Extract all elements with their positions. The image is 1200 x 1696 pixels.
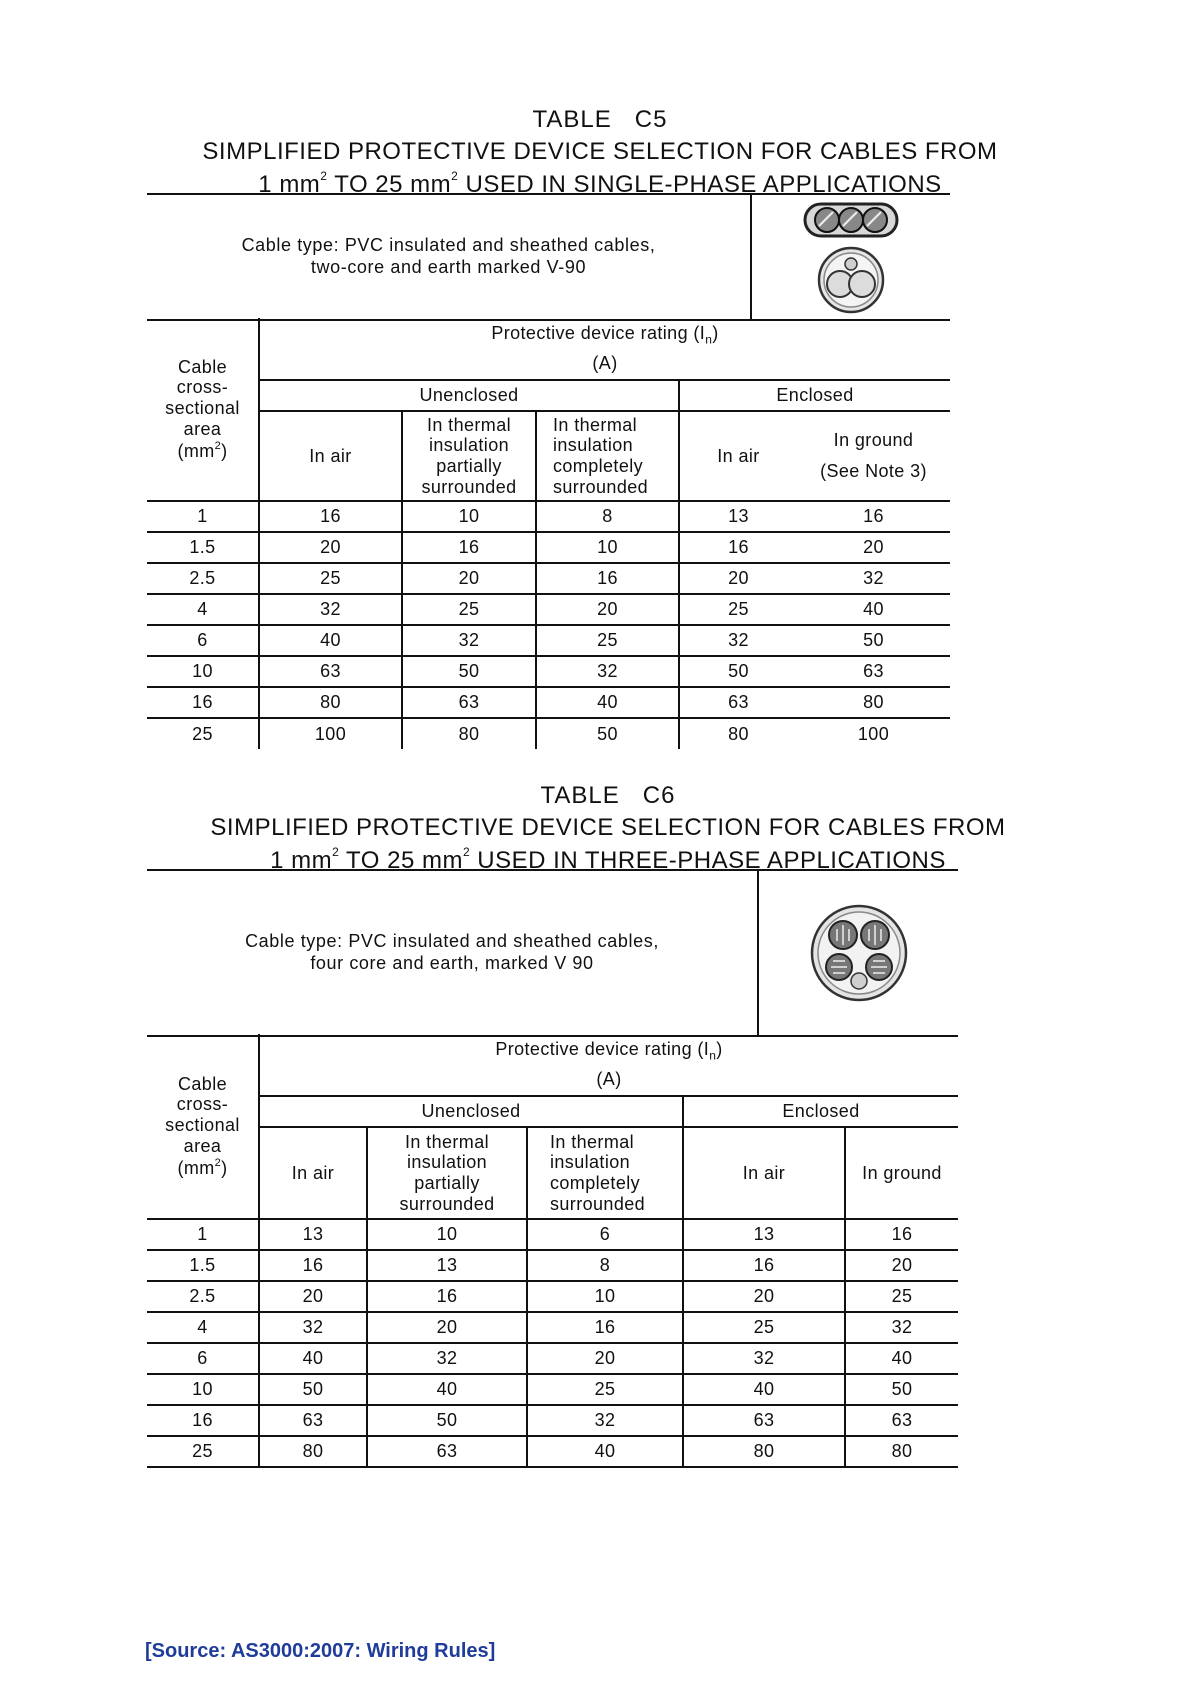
table-row (147, 532, 950, 563)
rating-cell: 32 (679, 625, 797, 656)
table-c6 (147, 1034, 958, 1468)
rating-cell: 16 (536, 563, 679, 594)
rating-cell: 16 (527, 1312, 683, 1343)
table-row (147, 625, 950, 656)
rating-cell: 63 (679, 687, 797, 718)
rating-cell: 20 (367, 1312, 527, 1343)
thermal-complete-header: In thermal insulation completely surrounded (527, 1127, 683, 1219)
protective-rating-header: Protective device rating $(I_n)$ (A) (259, 318, 950, 380)
cable-area-header: Cable cross-sectional area $(mm^2)$ (147, 318, 259, 501)
rating-cell: 50 (797, 625, 950, 656)
source-citation: [Source: AS3000:2007: Wiring Rules] (145, 1640, 496, 1662)
table-row (147, 656, 950, 687)
cable-size-cell: 16 (147, 687, 259, 718)
rating-cell: 8 (536, 501, 679, 532)
title-line-2: 1 $mm^2$ TO 25 $mm^2$ USED IN SINGLE-PHASE APPLICATIONS (258, 169, 942, 198)
rating-cell: 16 (259, 501, 402, 532)
cable-size-cell: 6 (147, 625, 259, 656)
rating-cell: 25 (402, 594, 536, 625)
table-row (147, 718, 950, 749)
thermal-partial-header: In thermal insulation partially surrounded (367, 1127, 527, 1219)
table-c6-body (147, 1219, 958, 1467)
table-row (147, 1436, 958, 1467)
rating-cell: 80 (683, 1436, 845, 1467)
rating-cell: 6 (527, 1219, 683, 1250)
rating-cell: 80 (259, 687, 402, 718)
rating-cell: 10 (536, 532, 679, 563)
title-line-1: SIMPLIFIED PROTECTIVE DEVICE SELECTION FOR CABLES FROM (202, 138, 998, 165)
rating-cell: 40 (536, 687, 679, 718)
enclosed-header: Enclosed (679, 380, 950, 411)
cable-size-cell: 6 (147, 1343, 259, 1374)
rating-cell: 8 (527, 1250, 683, 1281)
rating-cell: 80 (845, 1436, 958, 1467)
rating-cell: 40 (367, 1374, 527, 1405)
unenclosed-header: Unenclosed (259, 380, 679, 411)
rating-cell: 80 (679, 718, 797, 749)
rating-cell: 32 (367, 1343, 527, 1374)
protective-rating-header: Protective device rating $(I_n)$ (A) (259, 1034, 958, 1096)
table-row (147, 1312, 958, 1343)
rating-cell: 13 (679, 501, 797, 532)
table-row (147, 1374, 958, 1405)
cable-type-box (147, 869, 958, 1037)
rating-cell: 10 (527, 1281, 683, 1312)
rating-cell: 40 (797, 594, 950, 625)
rating-cell: 16 (367, 1281, 527, 1312)
rating-cell: 63 (683, 1405, 845, 1436)
rating-cell: 50 (679, 656, 797, 687)
cable-size-cell: 1 (147, 501, 259, 532)
enclosed-in-air-header: In air (679, 411, 797, 501)
rating-cell: 80 (797, 687, 950, 718)
cable-image (750, 195, 950, 319)
cable-size-cell: 4 (147, 1312, 259, 1343)
round-four-core-cable-icon (809, 903, 909, 1003)
rating-cell: 32 (845, 1312, 958, 1343)
rating-cell: 32 (259, 1312, 367, 1343)
table-row (147, 1405, 958, 1436)
thermal-complete-header: In thermal insulation completely surrounded (536, 411, 679, 501)
rating-cell: 20 (797, 532, 950, 563)
round-two-core-cable-icon (811, 246, 891, 314)
in-ground-header: In ground (See Note 3) (797, 411, 950, 501)
rating-cell: 20 (679, 563, 797, 594)
title-line-1: SIMPLIFIED PROTECTIVE DEVICE SELECTION FOR CABLES FROM (210, 814, 1006, 841)
rating-cell: 16 (845, 1219, 958, 1250)
cable-size-cell: 1.5 (147, 1250, 259, 1281)
rating-cell: 40 (259, 625, 402, 656)
table-c5 (147, 318, 950, 749)
rating-cell: 20 (683, 1281, 845, 1312)
rating-cell: 25 (536, 625, 679, 656)
rating-cell: 32 (683, 1343, 845, 1374)
cable-type-text: Cable type: PVC insulated and sheathed cables, four core and earth, marked V 90 (245, 931, 659, 973)
rating-cell: 16 (259, 1250, 367, 1281)
rating-cell: 20 (259, 532, 402, 563)
rating-cell: 10 (402, 501, 536, 532)
rating-cell: 40 (259, 1343, 367, 1374)
cable-image (757, 871, 958, 1035)
table-row (147, 1281, 958, 1312)
cable-type-text: Cable type: PVC insulated and sheathed cables, two-core and earth marked V-90 (241, 235, 656, 277)
rating-cell: 32 (259, 594, 402, 625)
cable-size-cell: 1.5 (147, 532, 259, 563)
rating-cell: 80 (259, 1436, 367, 1467)
enclosed-in-air-header: In air (683, 1127, 845, 1219)
rating-cell: 32 (536, 656, 679, 687)
cable-size-cell: 4 (147, 594, 259, 625)
rating-cell: 25 (527, 1374, 683, 1405)
table-c5-body (147, 501, 950, 749)
rating-cell: 63 (402, 687, 536, 718)
rating-cell: 20 (845, 1250, 958, 1281)
table-number: TABLE C5 (532, 106, 668, 133)
rating-cell: 20 (527, 1343, 683, 1374)
cable-size-cell: 25 (147, 1436, 259, 1467)
table-row (147, 1250, 958, 1281)
rating-cell: 25 (259, 563, 402, 594)
rating-cell: 25 (683, 1312, 845, 1343)
in-ground-header: In ground (845, 1127, 958, 1219)
rating-cell: 40 (683, 1374, 845, 1405)
rating-cell: 40 (527, 1436, 683, 1467)
rating-cell: 80 (402, 718, 536, 749)
table-row (147, 1343, 958, 1374)
thermal-partial-header: In thermal insulation partially surrounded (402, 411, 536, 501)
rating-cell: 16 (679, 532, 797, 563)
rating-cell: 100 (259, 718, 402, 749)
rating-cell: 63 (845, 1405, 958, 1436)
rating-cell: 20 (259, 1281, 367, 1312)
cable-size-cell: 1 (147, 1219, 259, 1250)
cable-size-cell: 25 (147, 718, 259, 749)
in-air-header: In air (259, 1127, 367, 1219)
rating-cell: 13 (259, 1219, 367, 1250)
rating-cell: 20 (402, 563, 536, 594)
cable-size-cell: 10 (147, 1374, 259, 1405)
rating-cell: 63 (259, 1405, 367, 1436)
cable-size-cell: 2.5 (147, 563, 259, 594)
table-row (147, 563, 950, 594)
rating-cell: 50 (259, 1374, 367, 1405)
rating-cell: 63 (259, 656, 402, 687)
rating-cell: 50 (402, 656, 536, 687)
rating-cell: 32 (797, 563, 950, 594)
flat-cable-icon (803, 200, 899, 240)
table-row (147, 687, 950, 718)
rating-cell: 16 (402, 532, 536, 563)
rating-cell: 20 (536, 594, 679, 625)
rating-cell: 25 (679, 594, 797, 625)
cable-size-cell: 2.5 (147, 1281, 259, 1312)
cable-size-cell: 16 (147, 1405, 259, 1436)
rating-cell: 63 (797, 656, 950, 687)
rating-cell: 16 (683, 1250, 845, 1281)
table-number: TABLE C6 (540, 782, 676, 809)
rating-cell: 13 (367, 1250, 527, 1281)
in-air-header: In air (259, 411, 402, 501)
table-c5-title (150, 108, 1050, 197)
rating-cell: 10 (367, 1219, 527, 1250)
table-row (147, 594, 950, 625)
rating-cell: 25 (845, 1281, 958, 1312)
table-row (147, 501, 950, 532)
rating-cell: 100 (797, 718, 950, 749)
rating-cell: 16 (797, 501, 950, 532)
cable-area-header: Cable cross-sectional area $(mm^2)$ (147, 1034, 259, 1219)
unenclosed-header: Unenclosed (259, 1096, 683, 1127)
rating-cell: 13 (683, 1219, 845, 1250)
enclosed-header: Enclosed (683, 1096, 958, 1127)
cable-size-cell: 10 (147, 656, 259, 687)
rating-cell: 50 (536, 718, 679, 749)
title-line-2: 1 $mm^2$ TO 25 $mm^2$ USED IN THREE-PHASE APPLICATIONS (270, 845, 946, 874)
table-row (147, 1219, 958, 1250)
rating-cell: 32 (402, 625, 536, 656)
rating-cell: 50 (845, 1374, 958, 1405)
cable-type-box (147, 193, 950, 321)
table-c6-title (150, 784, 1066, 873)
rating-cell: 63 (367, 1436, 527, 1467)
rating-cell: 32 (527, 1405, 683, 1436)
rating-cell: 50 (367, 1405, 527, 1436)
rating-cell: 40 (845, 1343, 958, 1374)
